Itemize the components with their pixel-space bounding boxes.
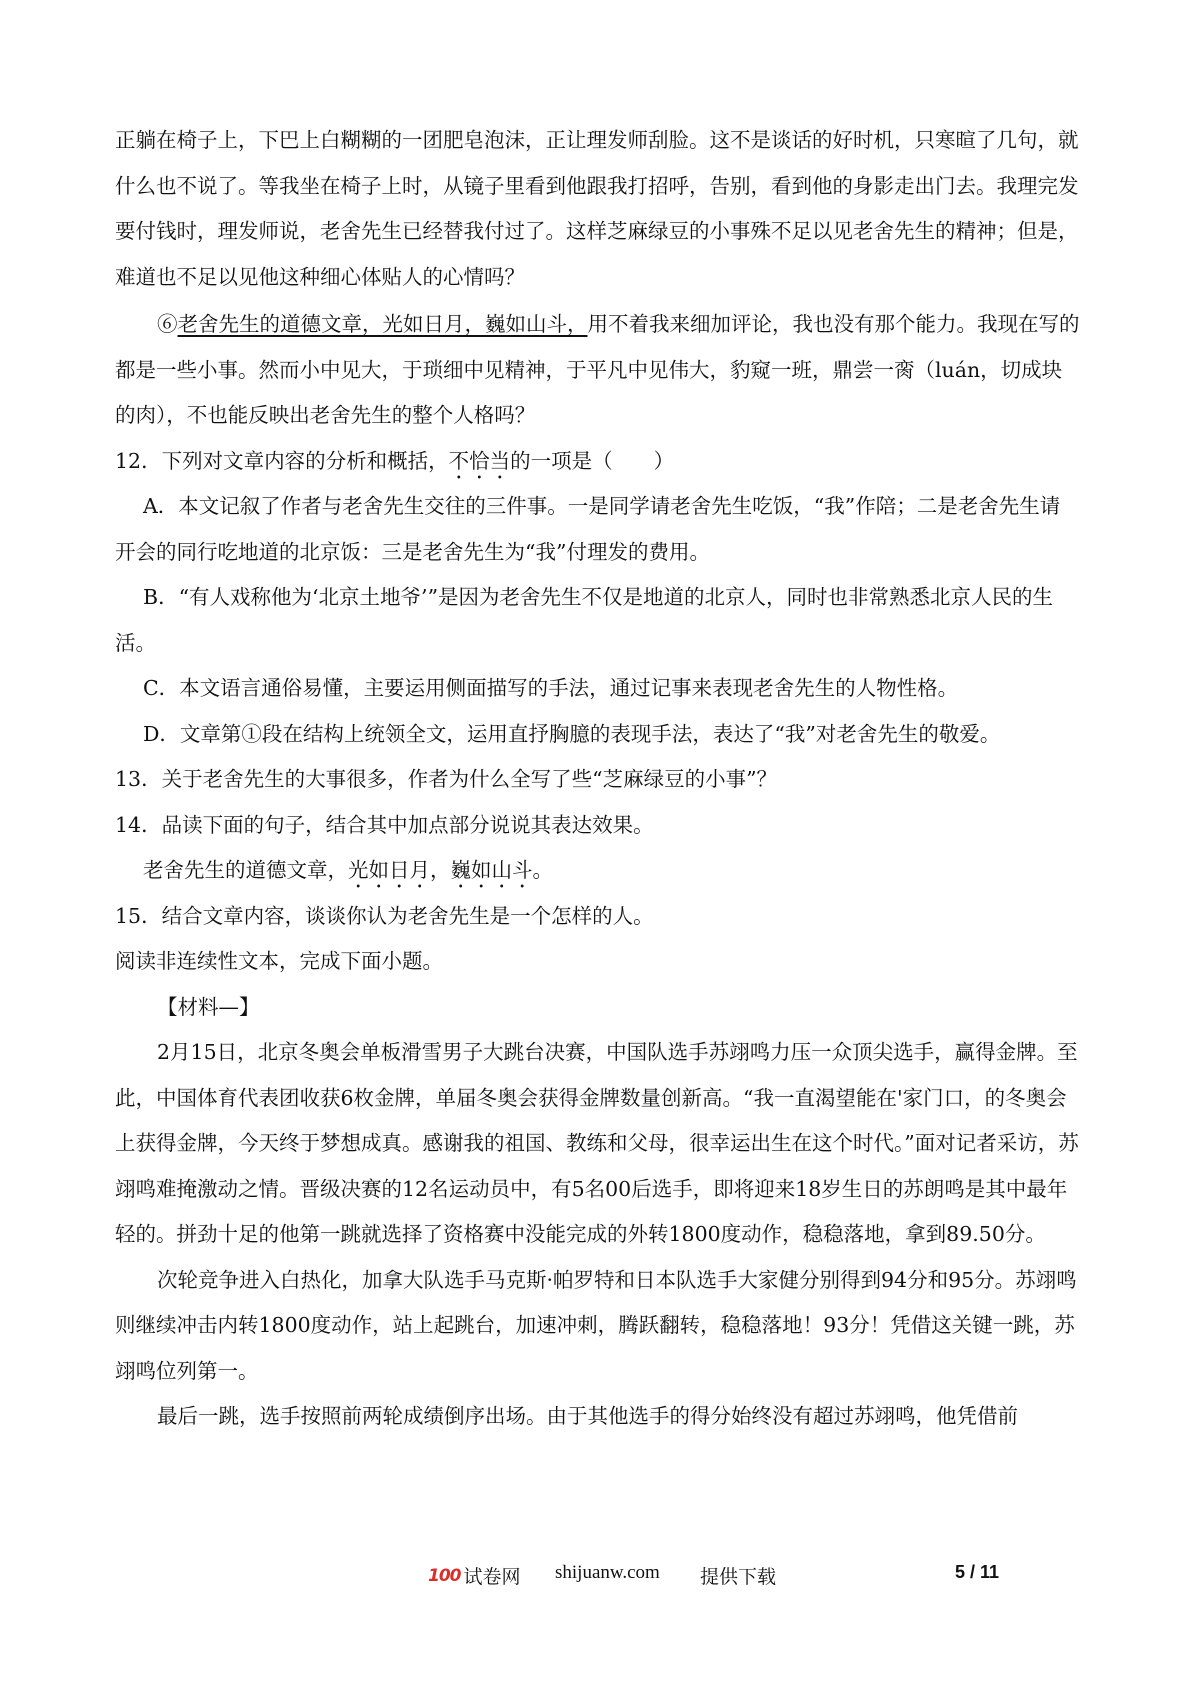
section-intro: 阅读非连续性文本，完成下面小题。 xyxy=(115,949,443,973)
site-logo[interactable] xyxy=(428,1562,521,1589)
quote-text: 。 xyxy=(532,858,553,882)
quote-text: 老舍先生的道德文章， xyxy=(143,858,348,882)
material-title: 【材料—】 xyxy=(157,994,260,1019)
material-paragraph-3: 最后一跳，选手按照前两轮成绩倒序出场。由于其他选手的得分始终没有超过苏翊鸣，他凭借前 xyxy=(157,1404,1018,1428)
question-15: 15．结合文章内容，谈谈你认为老舍先生是一个怎样的人。 xyxy=(115,903,654,928)
emphasis-dots-text: 光如日月 xyxy=(348,858,430,882)
page-number: 5 / 11 xyxy=(955,1562,1000,1582)
paragraph-6 xyxy=(115,302,1080,439)
provide-download-text: 提供下载 xyxy=(700,1566,777,1588)
logo-text: 试卷网 xyxy=(463,1566,521,1588)
material-paragraph-1: 2月15日，北京冬奥会单板滑雪男子大跳台决赛，中国队选手苏翊鸣力压一众顶尖选手，赢得金牌。至此，中国体育代表团收获6枚金牌，单届冬奥会获得金牌数量创新高。“我一直渴望能在'家门口，的冬奥会上获得金牌，今天终于梦想成真。感谢我的祖国、教练和父母，很幸运出生在这个时代。”面对记者采访，苏翊鸣难掩激动之情。晋级决赛的12名运动员中，有5名00后选手，即将迎来18岁生日的苏朗鸣是其中最年轻的。拼劲十足的他第一跳就选择了资格赛中没能完成的外转1800度动作，稳稳落地，拿到89.50分。 xyxy=(115,1040,1079,1246)
q12-stem-tail: 的一项是（ ） xyxy=(510,448,675,473)
question-12-stem xyxy=(115,439,1080,485)
page-footer xyxy=(0,1562,1191,1592)
q12-option-d: D．文章第①段在结构上统领全文，运用直抒胸臆的表现手法，表达了“我”对老舍先生的敬爱。 xyxy=(143,721,1001,746)
site-url[interactable]: shijuanw.com xyxy=(555,1562,660,1583)
document-body xyxy=(115,118,1080,1440)
q12-option-a: A．本文记叙了作者与老舍先生交往的三件事。一是同学请老舍先生吃饭，“我”作陪；二是老舍先生请开会的同行吃地道的北京饭：三是老舍先生为“我”付理发的费用。 xyxy=(115,494,1061,564)
paragraph-6-rest: 用不着我来细加评论，我也没有那个能力。我现在写的都是一些小事。然而小中见大，于琐细中见精神，于平凡中见伟大，豹窥一班，鼎尝一脔（luán，切成块的肉），不也能反映出老舍先生的整个人格吗？ xyxy=(115,312,1080,427)
emphasis-dots-text: 巍如山斗 xyxy=(450,858,533,882)
quote-text: ， xyxy=(430,858,451,882)
underlined-sentence: 老舍先生的道德文章，光如日月，巍如山斗， xyxy=(177,312,588,336)
emphasis-dots-text: 不恰当 xyxy=(448,448,511,473)
paragraph-5-continued: 正躺在椅子上，下巴上白糊糊的一团肥皂泡沫，正让理发师刮脸。这不是谈话的好时机，只寒暄了几句，就什么也不说了。等我坐在椅子上时，从镜子里看到他跟我打招呼，告别，看到他的身影走出门去。我理完发要付钱时，理发师说，老舍先生已经替我付过了。这样芝麻绿豆的小事殊不足以见老舍先生的精神；但是，难道也不足以见他这种细心体贴人的心情吗？ xyxy=(115,128,1079,289)
question-14-stem: 14．品读下面的句子，结合其中加点部分说说其表达效果。 xyxy=(115,812,654,837)
q12-option-c: C．本文语言通俗易懂，主要运用侧面描写的手法，通过记事来表现老舍先生的人物性格。 xyxy=(143,676,959,700)
question-13: 13．关于老舍先生的大事很多，作者为什么全写了些“芝麻绿豆的小事”？ xyxy=(115,767,778,791)
material-paragraph-2: 次轮竞争进入白热化，加拿大队选手马克斯·帕罗特和日本队选手大家健分别得到94分和95分。苏翊鸣则继续冲击内转1800度动作，站上起跳台，加速冲刺，腾跃翻转，稳稳落地！93分！凭借这关键一跳，苏翊鸣位列第一。 xyxy=(115,1267,1077,1383)
paragraph-number-6: ⑥ xyxy=(157,312,178,336)
q12-stem-text: 12．下列对文章内容的分析和概括， xyxy=(115,448,449,473)
logo-icon: 100 xyxy=(428,1565,461,1586)
q12-option-b: B．“有人戏称他为‘北京土地爷’”是因为老舍先生不仅是地道的北京人，同时也非常熟悉北京人民的生活。 xyxy=(115,585,1054,655)
question-14-quote xyxy=(115,848,1080,894)
